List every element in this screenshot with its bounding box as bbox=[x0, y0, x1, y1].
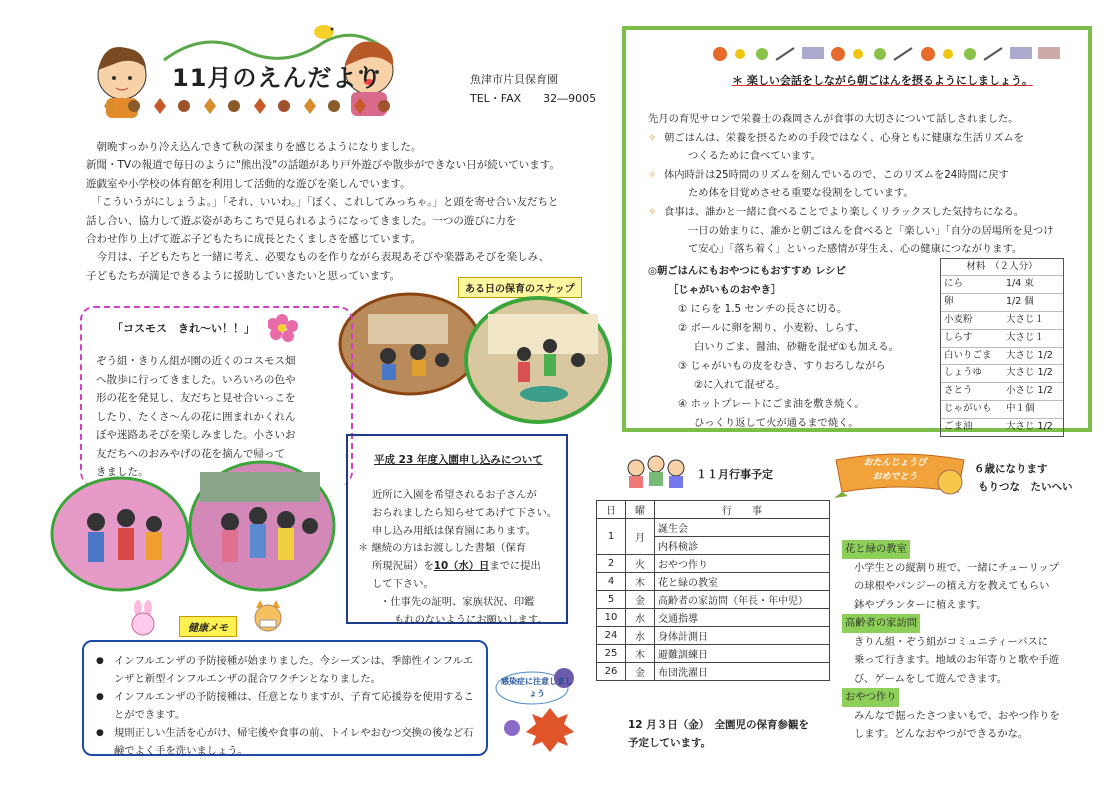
intro-line: 今月は、子どもたちと一緒に考え、必要なものを作りながら表現あそびや楽器あそびを楽しみ、 bbox=[86, 251, 550, 264]
event-line: 乗って行きます。地域のお年寄りと歌や手遊 bbox=[854, 654, 1060, 666]
egg-icon bbox=[943, 49, 953, 59]
spoon-icon bbox=[984, 48, 1002, 60]
classroom-photo-2 bbox=[466, 298, 610, 422]
schedule-header-row bbox=[597, 501, 830, 519]
table-row: 2 火 おやつ作り bbox=[597, 555, 830, 573]
cosmos-flower-icon bbox=[268, 312, 308, 348]
page-title: 11月のえんだより bbox=[172, 64, 383, 92]
events-detail bbox=[842, 540, 1082, 744]
bird-icon bbox=[314, 25, 334, 39]
pot-icon bbox=[713, 47, 727, 61]
snapshot-label: ある日の保育のスナップ bbox=[458, 277, 582, 298]
breakfast-heading: ＊ 楽しい会話をしながら朝ごはんを摂るようにしましょう。 bbox=[732, 74, 1033, 87]
egg-icon bbox=[735, 49, 745, 59]
org-name: 魚津市片貝保育園 bbox=[470, 73, 558, 86]
acorn-icon bbox=[228, 100, 240, 112]
intro-text bbox=[86, 138, 606, 285]
ingredient-row: 卵 1/2 個 bbox=[941, 293, 1063, 311]
cosmos-photo-1 bbox=[52, 478, 188, 590]
cosmos-line: 友だちへのおみやげの花を摘んで帰って bbox=[96, 447, 285, 460]
acorn-icon bbox=[178, 100, 190, 112]
kitchen-items-row bbox=[710, 42, 1070, 66]
intro-line: 朝晩すっかり冷え込んできて秋の深まりを感じるようになりました。 bbox=[86, 141, 422, 153]
event-line: 小学生との縦割り班で、一緒にチューリップ bbox=[854, 561, 1060, 574]
recipe-step: ③ じゃがいもの皮をむき、すりおろしながら bbox=[678, 360, 886, 372]
breakfast-bullet-cont: て安心」「落ち着く」といった感情が芽生え、心の健康につながります。 bbox=[688, 243, 1023, 256]
entry-line: おられましたら知らせてあげて下さい。 bbox=[372, 506, 558, 519]
spoon-icon bbox=[894, 48, 912, 60]
ingredient-row: にら 1/4 束 bbox=[941, 275, 1063, 293]
col-header-event: 行 事 bbox=[655, 501, 830, 519]
ingredient-row: じゃがいも 中１個 bbox=[941, 400, 1063, 418]
ingredient-row: 小麦粉 大さじ１ bbox=[941, 311, 1063, 329]
entry-title: 平成 23 年度入園申し込みについて bbox=[374, 454, 543, 466]
intro-line: 話し合い、協力して遊ぶ姿があちこちで見られるようになってきました。一つの遊びに力を bbox=[86, 214, 517, 227]
leaf-icon bbox=[104, 98, 116, 114]
entry-deadline: 10（水）日 bbox=[433, 560, 490, 573]
col-header-weekday: 曜 bbox=[626, 501, 655, 519]
event-heading: 花と緑の教室 bbox=[842, 540, 910, 559]
entry-line: もれのないようにお願いします。 bbox=[394, 613, 548, 626]
event-line: きりん組・ぞう組がコミュニティーバスに bbox=[854, 635, 1049, 648]
breakfast-bullet: ✧ 朝ごはんは、栄養を摂るための手段ではなく、心身ともに健康な生活リズムを bbox=[648, 129, 1078, 148]
org-info bbox=[470, 70, 596, 108]
acorn-icon bbox=[128, 100, 140, 112]
table-row: 1 月 誕生会 bbox=[597, 519, 830, 537]
schedule-title: １１月行事予定 bbox=[696, 468, 773, 481]
breakfast-bullet: ✧ 食事は、誰かと一緒に食べることでより楽しくリラックスした気持ちになる。 bbox=[648, 203, 1078, 222]
event-heading: おやつ作り bbox=[842, 688, 899, 707]
egg-icon bbox=[853, 49, 863, 59]
col-header-day: 日 bbox=[597, 501, 626, 519]
germ-illustration bbox=[492, 660, 584, 752]
table-row: 10 水 交通指導 bbox=[597, 609, 830, 627]
cosmos-line: ぞう組・きりん組が園の近くのコスモス畑 bbox=[96, 355, 296, 367]
breakfast-body bbox=[648, 110, 1078, 259]
cosmos-photo-2 bbox=[190, 462, 334, 590]
health-item: ● インフルエンザの予防接種は、任意となりますが、子育て応援券を使用することができます。 bbox=[96, 688, 482, 724]
recipe-step: ② ボールに卵を割り、小麦粉、しらす、 bbox=[678, 322, 865, 334]
children-group-icon bbox=[624, 452, 694, 492]
event-line: 鉢やプランターに植えます。 bbox=[854, 598, 987, 611]
recipe-title: ◎朝ごはんにもおやつにもおすすめ レシピ bbox=[648, 265, 846, 277]
ingredient-row: しらす 大さじ１ bbox=[941, 329, 1063, 347]
health-item: ● インフルエンザの予防接種が始まりました。今シーズンは、季節性インフルエンザと新型インフルエンザの混合ワクチンとなりました。 bbox=[96, 652, 482, 688]
acorn-icon bbox=[278, 100, 290, 112]
entry-line: 申し込み用紙は保育園にあります。 bbox=[372, 524, 536, 537]
classroom-photo-1 bbox=[340, 294, 480, 394]
acorn-icon bbox=[328, 100, 340, 112]
autumn-leaves-row bbox=[84, 96, 404, 116]
table-row: 内科検診 bbox=[597, 537, 830, 555]
breakfast-bullet-cont: つくるために食べています。 bbox=[688, 150, 822, 163]
leaf-icon bbox=[254, 98, 266, 114]
table-row: 4 木 花と緑の教室 bbox=[597, 573, 830, 591]
rabbit-icon bbox=[126, 600, 160, 636]
entry-line: 近所に入園を希望されるお子さんが bbox=[372, 489, 537, 501]
event-line: します。どんなおやつができるかな。 bbox=[854, 728, 1029, 740]
recipe-step: ひっくり返して火が通るまで焼く。 bbox=[694, 417, 859, 429]
birthday-name: もりつな たいへい bbox=[978, 481, 1073, 493]
table-row: 24 水 身体計測日 bbox=[597, 627, 830, 645]
sparkle-icon: ✧ bbox=[648, 131, 657, 144]
birthday-age: ６歳になります bbox=[974, 463, 1048, 475]
breakfast-bullet-cont: 一日の始まりに、誰かと朝ごはんを食べると「楽しい」「自分の居場所を見つけ bbox=[688, 224, 1054, 237]
entry-line: して下さい。 bbox=[372, 577, 434, 590]
table-row: 25 木 避難訓練日 bbox=[597, 645, 830, 663]
acorn-icon bbox=[378, 100, 390, 112]
ingredients-header: 材料 （２人分） bbox=[966, 261, 1038, 272]
recipe-name: ［じゃがいものおやき］ bbox=[668, 284, 782, 296]
health-list bbox=[96, 652, 482, 760]
cosmos-line: 形の花を発見し、友だちと見せ合いっこを bbox=[96, 392, 296, 404]
salt-shaker-icon bbox=[1010, 47, 1032, 59]
recipe-section bbox=[648, 262, 933, 433]
health-memo-label: 健康メモ bbox=[179, 616, 237, 637]
schedule-table bbox=[596, 500, 830, 681]
cosmos-line: ぼや迷路あそびを楽しみました。小さいお bbox=[96, 429, 296, 441]
table-row: 26 金 布団洗濯日 bbox=[597, 663, 830, 681]
cat-icon bbox=[250, 598, 286, 636]
leaf-icon bbox=[304, 98, 316, 114]
org-tel: TEL・FAX 32―9005 bbox=[470, 92, 597, 105]
event-heading: 高齢者の家訪問 bbox=[842, 614, 920, 633]
schedule-note: 12 月３日（金） 全園児の保育参観を 予定しています。 bbox=[628, 719, 810, 749]
leaf-icon bbox=[204, 98, 216, 114]
breakfast-bullet: ✧ 体内時計は25時間のリズムを刻んでいるので、このリズムを24時間に戻す bbox=[648, 166, 1078, 185]
intro-line: 合わせ作り上げて遊ぶ子どもたちに成長とたくましさを感じています。 bbox=[86, 233, 422, 246]
cosmos-line: したり、たくさ～んの花に囲まれかくれん bbox=[96, 410, 296, 423]
pepper-shaker-icon bbox=[1038, 47, 1060, 59]
pan-icon bbox=[756, 48, 768, 60]
intro-line: 新聞・TVの報道で毎日のように"熊出没"の話題があり戸外遊びや散歩ができない日が続いています。 bbox=[86, 159, 560, 172]
recipe-step: ④ ホットプレートにごま油を敷き焼く。 bbox=[678, 398, 865, 410]
event-line: みんなで掘ったさつまいもで、おやつ作りを bbox=[854, 709, 1060, 722]
entry-body bbox=[358, 487, 568, 629]
ingredient-row: 白いりごま 大さじ 1/2 bbox=[941, 347, 1063, 365]
sparkle-icon: ✧ bbox=[648, 168, 657, 181]
spoon-icon bbox=[776, 48, 794, 60]
intro-line: 「こういうがにしょうよ。」「それ、いいわ。」「ぼく、これしてみっちゃ。」と頭を寄せ合い友だちと bbox=[86, 196, 559, 209]
germ-icon bbox=[526, 708, 574, 752]
leaf-icon bbox=[154, 98, 166, 114]
birthday-child bbox=[974, 460, 1073, 496]
ingredient-row: ごま油 大さじ 1/2 bbox=[941, 418, 1063, 436]
ingredients-table bbox=[940, 258, 1064, 437]
recipe-step: ① にらを 1.5 センチの長さに切る。 bbox=[678, 303, 848, 315]
table-row: 5 金 高齢者の家訪問（年長・年中児） bbox=[597, 591, 830, 609]
intro-line: 子どもたちが満足できるように援助していきたいと思っています。 bbox=[86, 269, 401, 282]
health-item: ● 規則正しい生活を心がけ、帰宅後や食事の前、トイレやおむつ交換の後など石鹸でよく手を洗いましょう。 bbox=[96, 724, 482, 760]
entry-line: ・仕事先の証明、家族状況、印鑑 bbox=[380, 595, 535, 608]
cosmos-title: 「コスモス きれ～い！！」 bbox=[112, 322, 255, 335]
recipe-step: 白いりごま、醤油、砂糖を混ぜ①も加える。 bbox=[694, 341, 899, 353]
pan-icon bbox=[874, 48, 886, 60]
leaf-icon bbox=[354, 98, 366, 114]
pot-icon bbox=[831, 47, 845, 61]
event-line: び、ゲームをして遊んできます。 bbox=[854, 672, 1008, 685]
sparkle-icon: ✧ bbox=[648, 205, 657, 218]
recipe-step: ②に入れて混ぜる。 bbox=[694, 379, 786, 391]
ingredient-row: しょうゆ 大さじ 1/2 bbox=[941, 364, 1063, 382]
event-line: の球根やパンジーの植え方を教えてもらい bbox=[854, 580, 1050, 592]
breakfast-lead: 先月の育児サロンで栄養士の森岡さんが食事の大切さについて話しされました。 bbox=[648, 113, 1019, 125]
pan-icon bbox=[964, 48, 976, 60]
pot-icon bbox=[921, 47, 935, 61]
cosmos-line: へ散歩に行ってきました。いろいろの色や bbox=[96, 373, 296, 386]
entry-line: 所現況届）を10（水）日までに提出 bbox=[372, 560, 541, 573]
germ-icon bbox=[504, 720, 520, 736]
intro-line: 遊戯室や小学校の体育館を利用して活動的な遊びを楽しんでいます。 bbox=[86, 177, 411, 190]
entry-line: ＊ 継続の方はお渡しした書類（保育 bbox=[358, 542, 527, 555]
cosmos-line: きました。 bbox=[96, 466, 149, 478]
ingredient-row: さとう 小さじ 1/2 bbox=[941, 382, 1063, 400]
salt-shaker-icon bbox=[802, 47, 824, 59]
cosmos-photos bbox=[50, 458, 336, 600]
breakfast-bullet-cont: ため体を目覚めさせる重要な役割をしています。 bbox=[688, 187, 914, 200]
birthday-banner-text: おたんじょうび おめでとう bbox=[863, 458, 927, 482]
snapshot-photos bbox=[338, 290, 614, 428]
infection-badge: 感染症に注意しましょう bbox=[501, 677, 573, 698]
